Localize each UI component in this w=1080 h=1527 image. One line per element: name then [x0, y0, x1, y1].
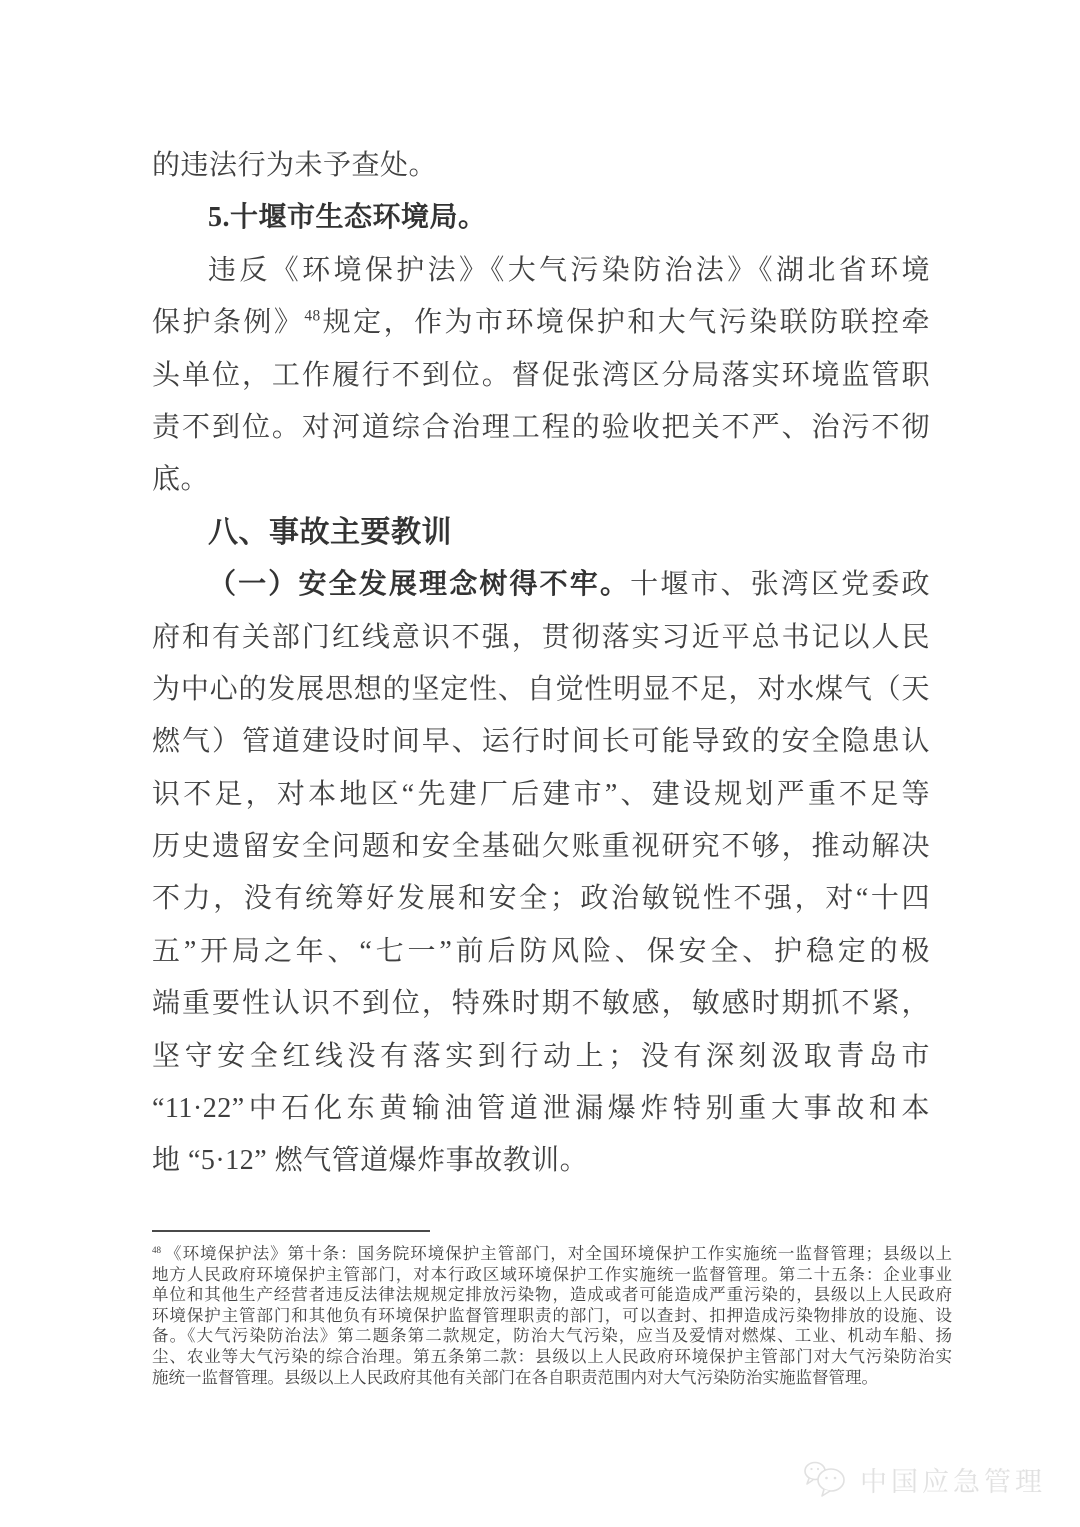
body-line	[152, 454, 930, 506]
text-segment: 备。《大气污染防治法》第二题条第二款规定，防治大气污染，应当及爱情对燃煤、工业、机动车船、扬	[152, 1326, 952, 1346]
body-line	[152, 140, 930, 192]
footnote-lines	[152, 1244, 952, 1388]
body-line	[152, 612, 930, 664]
footnote-section	[152, 1230, 952, 1388]
text-segment: 不力，没有统筹好发展和安全；政治敏锐性不强，对“十四	[152, 883, 930, 915]
text-segment: 的违法行为未予查处。	[152, 150, 438, 181]
body-line	[152, 245, 930, 297]
body-line	[152, 297, 930, 349]
text-segment: 燃气）管道建设时间早、运行时间长可能导致的安全隐患认	[152, 726, 930, 758]
body-line	[152, 350, 930, 402]
body-line	[152, 664, 930, 716]
footnote-line	[152, 1265, 952, 1286]
text-segment: 十堰市、张湾区党委政	[630, 569, 930, 601]
text-segment: 5.十堰市生态环境局。	[208, 202, 487, 234]
footnote-line	[152, 1244, 952, 1265]
footnote-line	[152, 1368, 952, 1389]
text-segment: 识不足，对本地区“先建厂后建市”、建设规划严重不足等	[152, 778, 930, 810]
body-line	[152, 926, 930, 978]
wechat-icon	[802, 1459, 850, 1499]
text-segment: 责不到位。对河道综合治理工程的验收把关不严、治污不彻	[152, 411, 930, 443]
text-segment: 《环境保护法》第十条：国务院环境保护主管部门，对全国环境保护工作实施统一监督管理；县级以上	[164, 1244, 952, 1263]
text-segment: 环境保护主管部门和其他负有环境保护监督管理职责的部门，可以查封、扣押造成污染物排放的设施、设	[152, 1305, 952, 1325]
watermark	[802, 1459, 1046, 1499]
body-line	[152, 978, 930, 1030]
text-segment: 施统一监督管理。县级以上人民政府其他有关部门在各自职责范围内对大气污染防治实施监督管理。	[152, 1367, 878, 1387]
text-segment: 历史遗留安全问题和安全基础欠账重视研究不够，推动解决	[152, 831, 930, 863]
text-segment: 地方人民政府环境保护主管部门，对本行政区域环境保护工作实施统一监督管理。第二十五条：企业事业	[152, 1264, 952, 1284]
footnote-separator	[152, 1230, 430, 1232]
text-segment: 八、事故主要教训	[208, 515, 452, 549]
text-segment: 底。	[152, 464, 210, 496]
body-lines	[152, 140, 930, 1188]
body-line	[152, 769, 930, 821]
text-segment: 违反《环境保护法》《大气污染防治法》《湖北省环境	[208, 254, 930, 286]
body-line	[152, 821, 930, 873]
text-segment: 五”开局之年、“七一”前后防风险、保安全、护稳定的极	[152, 935, 930, 967]
footnote-line	[152, 1326, 952, 1347]
text-segment: （一）安全发展理念树得不牢。	[208, 569, 631, 601]
footnote-line	[152, 1347, 952, 1368]
text-segment: 规定，作为市环境保护和大气污染联防联控牵	[320, 307, 930, 339]
body-line	[152, 192, 930, 244]
footnote-line	[152, 1285, 952, 1306]
text-segment: 头单位，工作履行不到位。督促张湾区分局落实环境监管职	[152, 359, 930, 391]
text-segment: 单位和其他生产经营者违反法律法规规定排放污染物，造成或者可能造成严重污染的，县级以上人民政府	[152, 1285, 952, 1305]
text-segment: 尘、农业等大气污染的综合治理。第五条第二款：县级以上人民政府环境保护主管部门对大气污染防治实	[152, 1346, 952, 1366]
watermark-label: 中国应急管理	[860, 1466, 1046, 1497]
text-segment: “11·22”中石化东黄输油管道泄漏爆炸特别重大事故和本	[152, 1093, 930, 1125]
text-segment: 保护条例》	[152, 307, 305, 339]
body-line	[152, 716, 930, 768]
body-line	[152, 873, 930, 925]
text-segment: 坚守安全红线没有落实到行动上；没有深刻汲取青岛市	[152, 1040, 930, 1072]
text-segment: 端重要性认识不到位，特殊时期不敏感，敏感时期抓不紧，	[152, 988, 930, 1020]
body-line	[152, 402, 930, 454]
body-line	[152, 1083, 930, 1135]
text-segment: 地 “5·12” 燃气管道爆炸事故教训。	[152, 1145, 589, 1177]
footnote-ref: 48	[304, 307, 321, 325]
body-line	[152, 559, 930, 611]
footnote-line	[152, 1306, 952, 1327]
text-segment: 为中心的发展思想的坚定性、自觉性明显不足，对水煤气（天	[152, 673, 930, 705]
body-line	[152, 507, 930, 559]
body-line	[152, 1135, 930, 1187]
footnote-ref: 48	[152, 1244, 162, 1255]
text-segment: 府和有关部门红线意识不强，贯彻落实习近平总书记以人民	[152, 621, 930, 653]
body-line	[152, 1031, 930, 1083]
